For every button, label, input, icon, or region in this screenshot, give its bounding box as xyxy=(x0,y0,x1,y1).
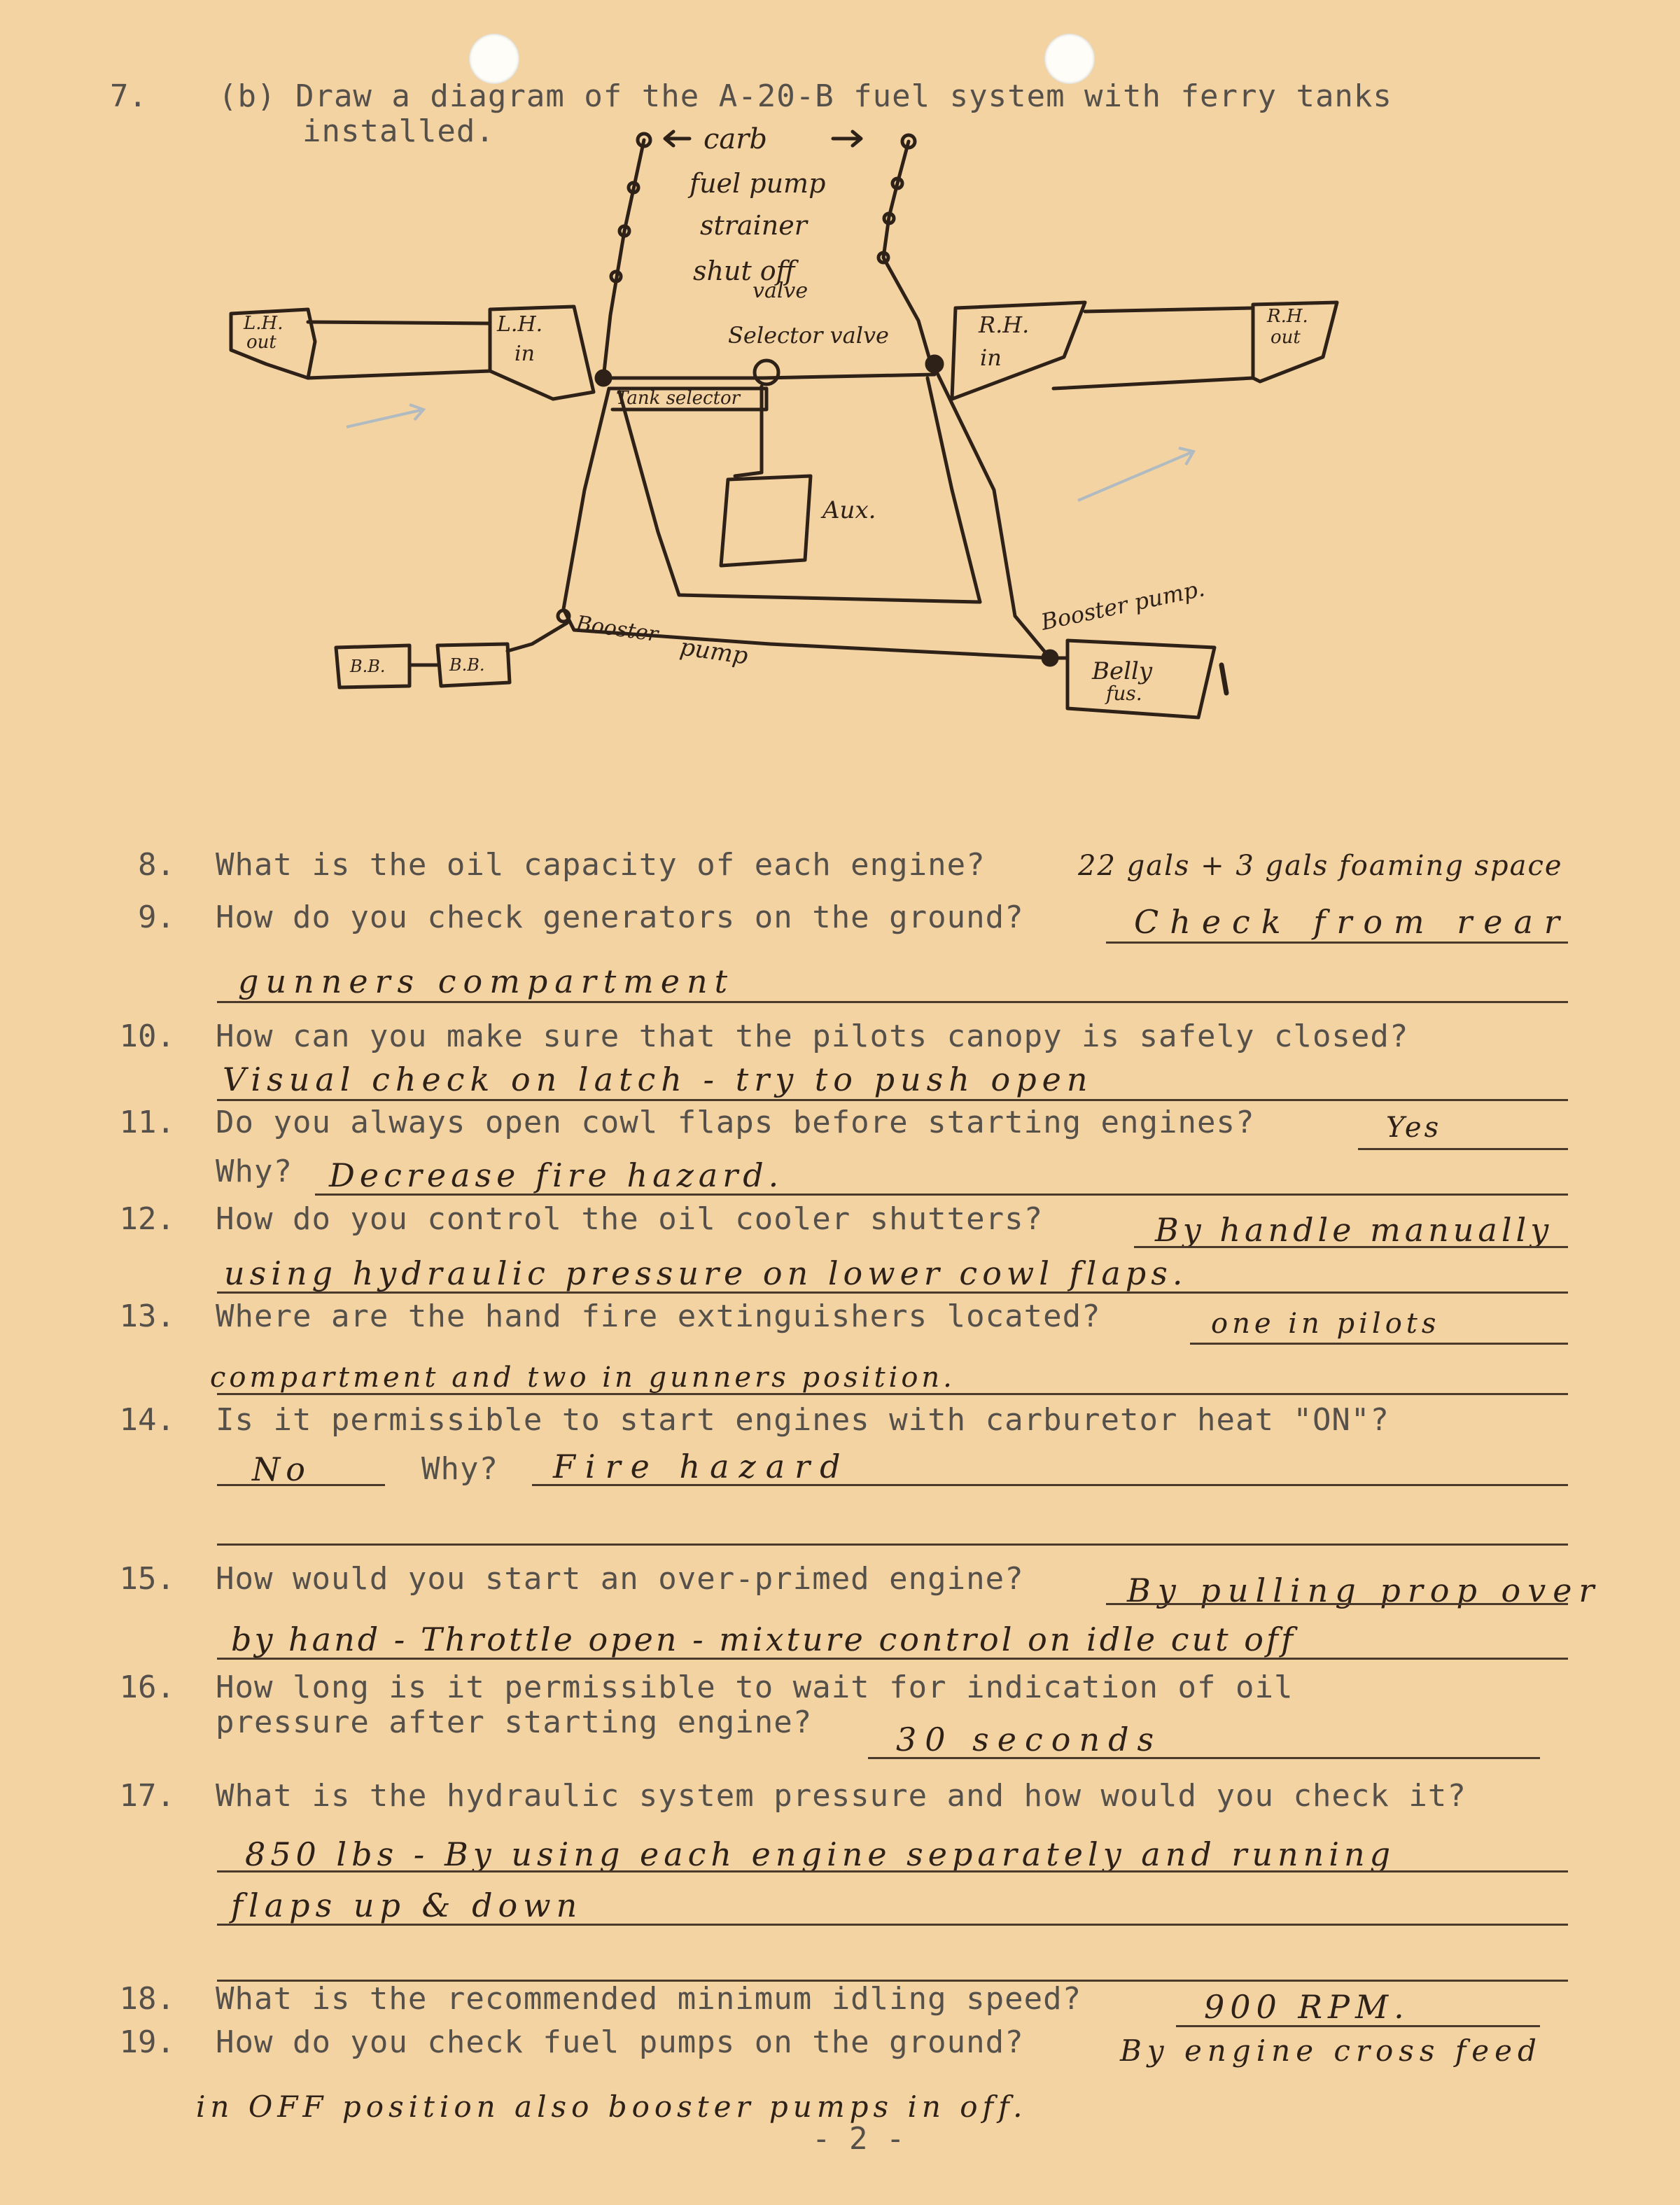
question-8-text: What is the oil capacity of each engine? xyxy=(216,847,986,883)
page-number: - 2 - xyxy=(812,2121,905,2157)
question-13-answer-1: one in pilots xyxy=(1211,1308,1441,1340)
answer-line xyxy=(868,1757,1540,1759)
label-rh-out-1: R.H. xyxy=(1267,306,1308,327)
answer-line xyxy=(217,1393,1568,1395)
label-bb-2: B.B. xyxy=(449,655,485,675)
question-16-text-2: pressure after starting engine? xyxy=(216,1704,813,1740)
question-11-why: Why? xyxy=(216,1154,293,1189)
question-7-text: (b) Draw a diagram of the A-20-B fuel system with ferry tanks xyxy=(218,78,1392,114)
question-12-answer-1: By handle manually xyxy=(1155,1211,1553,1249)
question-16-answer: 30 seconds xyxy=(896,1721,1163,1758)
question-8-number: 8. xyxy=(138,847,175,883)
label-lh-out-2: out xyxy=(246,332,276,353)
label-booster-left-1: Booster xyxy=(574,611,660,648)
question-19-number: 19. xyxy=(119,2024,175,2060)
lh-pipe xyxy=(308,322,490,378)
question-19-answer-2: in OFF position also booster pumps in off. xyxy=(196,2090,1028,2124)
question-19-answer-1: By engine cross feed xyxy=(1120,2033,1542,2068)
question-15-number: 15. xyxy=(119,1561,175,1597)
question-14-answer-why: Fire hazard xyxy=(553,1448,850,1485)
question-17-text: What is the hydraulic system pressure and how would you check it? xyxy=(216,1778,1466,1814)
label-rh-in-2: in xyxy=(980,344,1002,371)
question-12-answer-2: using hydraulic pressure on lower cowl flaps. xyxy=(224,1254,1188,1292)
question-17-number: 17. xyxy=(119,1778,175,1814)
question-15-answer-2: by hand - Throttle open - mixture control on idle cut off xyxy=(231,1620,1296,1658)
question-16-number: 16. xyxy=(119,1670,175,1705)
label-booster-left-2: pump xyxy=(678,633,750,671)
question-13-text: Where are the hand fire extinguishers located? xyxy=(216,1298,1101,1334)
question-14-answer-no: No xyxy=(252,1450,311,1488)
question-18-answer: 900 RPM. xyxy=(1204,1988,1410,2026)
aux-tank xyxy=(721,476,811,566)
answer-line xyxy=(315,1194,1568,1196)
question-13-number: 13. xyxy=(119,1298,175,1334)
question-8-answer: 22 gals + 3 gals foaming space xyxy=(1078,850,1563,882)
left-booster-pump xyxy=(558,610,569,622)
selector-valve xyxy=(755,360,778,384)
label-tank-selector: Tank selector xyxy=(616,388,741,409)
answer-line xyxy=(217,1870,1568,1872)
question-9-answer-2: gunners compartment xyxy=(238,962,735,1000)
rh-pipe xyxy=(1054,308,1253,388)
label-fuel-pump: fuel pump xyxy=(690,168,826,199)
answer-line xyxy=(1190,1343,1568,1345)
question-12-number: 12. xyxy=(119,1201,175,1237)
question-11-text: Do you always open cowl flaps before starting engines? xyxy=(216,1105,1255,1140)
question-17-answer-2: flaps up & down xyxy=(231,1886,583,1924)
answer-line xyxy=(217,1924,1568,1926)
answer-line xyxy=(1106,1603,1568,1605)
label-lh-in-2: in xyxy=(514,342,535,366)
question-13-answer-2: compartment and two in gunners position. xyxy=(210,1362,955,1394)
answer-line xyxy=(217,1544,1568,1546)
question-9-answer-1: Check from rear xyxy=(1134,903,1571,941)
answer-line xyxy=(1134,1246,1568,1248)
question-12-text: How do you control the oil cooler shutters? xyxy=(216,1201,1044,1237)
label-lh-in-1: L.H. xyxy=(497,312,543,337)
answer-line xyxy=(217,1099,1568,1101)
label-shut-off: shut off xyxy=(693,255,795,286)
answer-line xyxy=(217,1658,1568,1660)
answer-line xyxy=(217,1484,385,1486)
right-feed-line xyxy=(883,141,931,364)
question-10-text: How can you make sure that the pilots canopy is safely closed? xyxy=(216,1018,1409,1054)
question-14-text: Is it permissible to start engines with carburetor heat "ON"? xyxy=(216,1402,1390,1438)
question-15-answer-1: By pulling prop over xyxy=(1127,1572,1602,1609)
question-9-number: 9. xyxy=(138,899,175,935)
answer-line xyxy=(1106,941,1568,944)
label-bb-1: B.B. xyxy=(350,657,386,676)
label-selector-valve: Selector valve xyxy=(728,322,889,349)
fuel-system-diagram xyxy=(0,0,1680,770)
left-feed-line xyxy=(603,140,644,378)
answer-line xyxy=(217,1001,1568,1003)
label-aux: Aux. xyxy=(822,496,876,524)
question-16-text-1: How long is it permissible to wait for indication of oil xyxy=(216,1670,1294,1705)
label-rh-in-1: R.H. xyxy=(979,312,1030,338)
question-11-answer-yes: Yes xyxy=(1386,1112,1442,1144)
answer-line xyxy=(1176,2025,1540,2027)
question-17-answer-1: 850 lbs - By using each engine separately and running xyxy=(245,1835,1396,1873)
question-9-text: How do you check generators on the ground? xyxy=(216,899,1024,935)
question-14-why: Why? xyxy=(421,1451,498,1487)
question-18-text: What is the recommended minimum idling speed? xyxy=(216,1981,1082,2017)
label-lh-out-1: L.H. xyxy=(244,313,284,334)
question-15-text: How would you start an over-primed engine? xyxy=(216,1561,1024,1597)
label-belly: Belly xyxy=(1092,657,1153,685)
question-18-number: 18. xyxy=(119,1981,175,2017)
answer-line xyxy=(532,1484,1568,1486)
label-carb: carb xyxy=(704,123,767,155)
label-strainer: strainer xyxy=(700,210,807,241)
label-booster-right: Booster pump. xyxy=(1038,575,1208,636)
selector-line xyxy=(603,374,934,378)
question-10-answer: Visual check on latch - try to push open xyxy=(223,1060,1093,1098)
question-10-number: 10. xyxy=(119,1018,175,1054)
question-7-number: 7. xyxy=(110,78,147,114)
label-valve: valve xyxy=(752,279,808,303)
question-14-number: 14. xyxy=(119,1402,175,1438)
label-rh-out-2: out xyxy=(1270,327,1301,348)
question-11-number: 11. xyxy=(119,1105,175,1140)
answer-line xyxy=(1358,1148,1568,1150)
left-junction xyxy=(596,371,610,385)
question-19-text: How do you check fuel pumps on the ground? xyxy=(216,2024,1024,2060)
right-booster-pump xyxy=(1043,651,1057,665)
answer-line xyxy=(217,1292,1568,1294)
question-7-text-line2: installed. xyxy=(302,113,495,149)
label-fus: fus. xyxy=(1106,682,1142,705)
question-11-answer-why: Decrease fire hazard. xyxy=(329,1156,784,1194)
